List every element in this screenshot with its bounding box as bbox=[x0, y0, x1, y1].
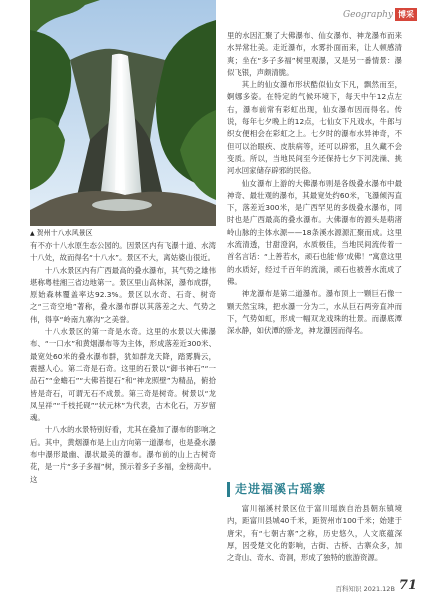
paragraph: 有不亦十八水原生态公园的。因景区内有飞瀑十道、水湾十八处，故而得名“十八水”。景区不大，离姑婆山很近。 bbox=[30, 241, 216, 263]
page-footer bbox=[336, 578, 418, 593]
paragraph: 仙女瀑布上游的大佛瀑布则是各级叠水瀑布中最神奇、最壮观的瀑布，其最宽处约60米，飞瀑倾泻直下，落差近300米，是广西罕见的多级叠水瀑布，同时也是广西最高的叠水瀑布。大佛瀑布的源头是萌渚岭山脉的主体水源——18条溪水源源汇聚而成。这里水流清透，甘甜澄润，水质极佳，当地民间流传着一首名言话：“上善若水，顽石也能‘修’成佛！”寓意这里的水质好，经过千百年的流淌，顽石也被善水流成了佛。 bbox=[227, 178, 402, 286]
tag-english: Geography bbox=[342, 9, 393, 20]
section-tag bbox=[343, 8, 417, 21]
photo-caption: ▲ 贺州十八水风景区 bbox=[30, 229, 93, 237]
paragraph: 富川福溪村景区位于富川瑶族自治县朝东镇境内，距富川县城40千米，距贺州市100千米；始建于唐宋，有“七朝古寨”之称，历史悠久，人文底蕴深厚，因受楚文化的影响，古街、古桥、古寨众多，加之奇山、奇水、奇洞，形成了独特的旅游资源。 bbox=[227, 504, 402, 563]
paragraph: 里的水因汇聚了大佛瀑布、仙女瀑布、神龙瀑布而来水异常壮美。走近瀑布，水雾扑面而来，让人顿感清爽；坐在“多子多福”树里观瀑，又是另一番情景：瀑似飞银，声颇清脆。 bbox=[227, 31, 402, 77]
section-title: 走进福溪古瑶寨 bbox=[235, 482, 327, 496]
triangle-icon: ▲ bbox=[30, 230, 35, 237]
right-column-lower bbox=[227, 503, 402, 564]
right-column bbox=[227, 30, 402, 337]
paragraph: 十八水景区内有广西最高的叠水瀑布，其气势之雄伟堪称粤桂湘三省边地第一。景区里山高林深，瀑布成群，原始森林覆盖率达92.3%。景区以水奇、石奇、树奇之“三奇空地”著称，叠水瀑布群以其落差之大、气势之伟，得享“岭南九寨沟”之美誉。 bbox=[30, 265, 216, 324]
footer-source: 百科知识 2021.12B bbox=[335, 585, 395, 593]
paragraph: 神龙瀑布是第二道瀑布。瀑布顶上一颗巨石像一颗天然宝珠，把水瀑一分为二，水从巨石两旁直冲而下，气势如虹，形成一幅双龙戏珠的壮景。而瀑底潭深水静，如伏潭的卧龙，神龙瀑因而得名。 bbox=[227, 289, 402, 336]
waterfall-photo bbox=[30, 0, 216, 226]
paragraph: 十八水景区的第一奇是水奇。这里的水景以大佛瀑布、“一口水”和黄烟瀑布等为主体，形成落差近300米、最宽处60米的叠水瀑布群，犹如群龙天降，踏雾腾云，震撼人心。第二奇是石奇。这里的石景以“御书神石”“一品石”“金蟾石”“大佛苔提石”和“神龙照壁”为精品，俯拾皆是奇石，可谓无石不成景。第三奇是树奇。树景以“龙凤呈祥”“千枝托砚”“状元林”为代表，古木化石，万岁留魂。 bbox=[30, 327, 216, 423]
section-heading bbox=[227, 482, 402, 498]
paragraph: 其上的仙女瀑布形状酷似仙女下凡，飘然而至，婀娜多姿。在特定的气候环境下，每天中午12点左右，瀑布前常有彩虹出现，仙女瀑布因而得名。传说，每年七夕晚上的12点，七仙女下凡戏水，牛郎与织女便相会在彩虹之上。七夕时的瀑布水异神奇，不但可以治眼疾、皮肤病等，还可以辟邪，且久藏不会变质。所以，当地民间至今还保持七夕下河洗澡、挑河水回家储存辟邪的民俗。 bbox=[227, 80, 402, 176]
page-number: 71 bbox=[398, 578, 417, 593]
tag-chinese: 博采 bbox=[395, 8, 417, 21]
left-column bbox=[30, 240, 216, 486]
section-bar bbox=[227, 482, 230, 497]
paragraph: 十八水的水景特别好看，尤其在叠加了瀑布的影响之后。其中，黄烟瀑布是上山方向第一道瀑布，也是叠水瀑布中瀑形最幽、瀑状最美的瀑布。瀑布前的山上古树奇花，是一片“多子多福”树，预示着多子多福，金榜高中。这 bbox=[30, 425, 216, 484]
